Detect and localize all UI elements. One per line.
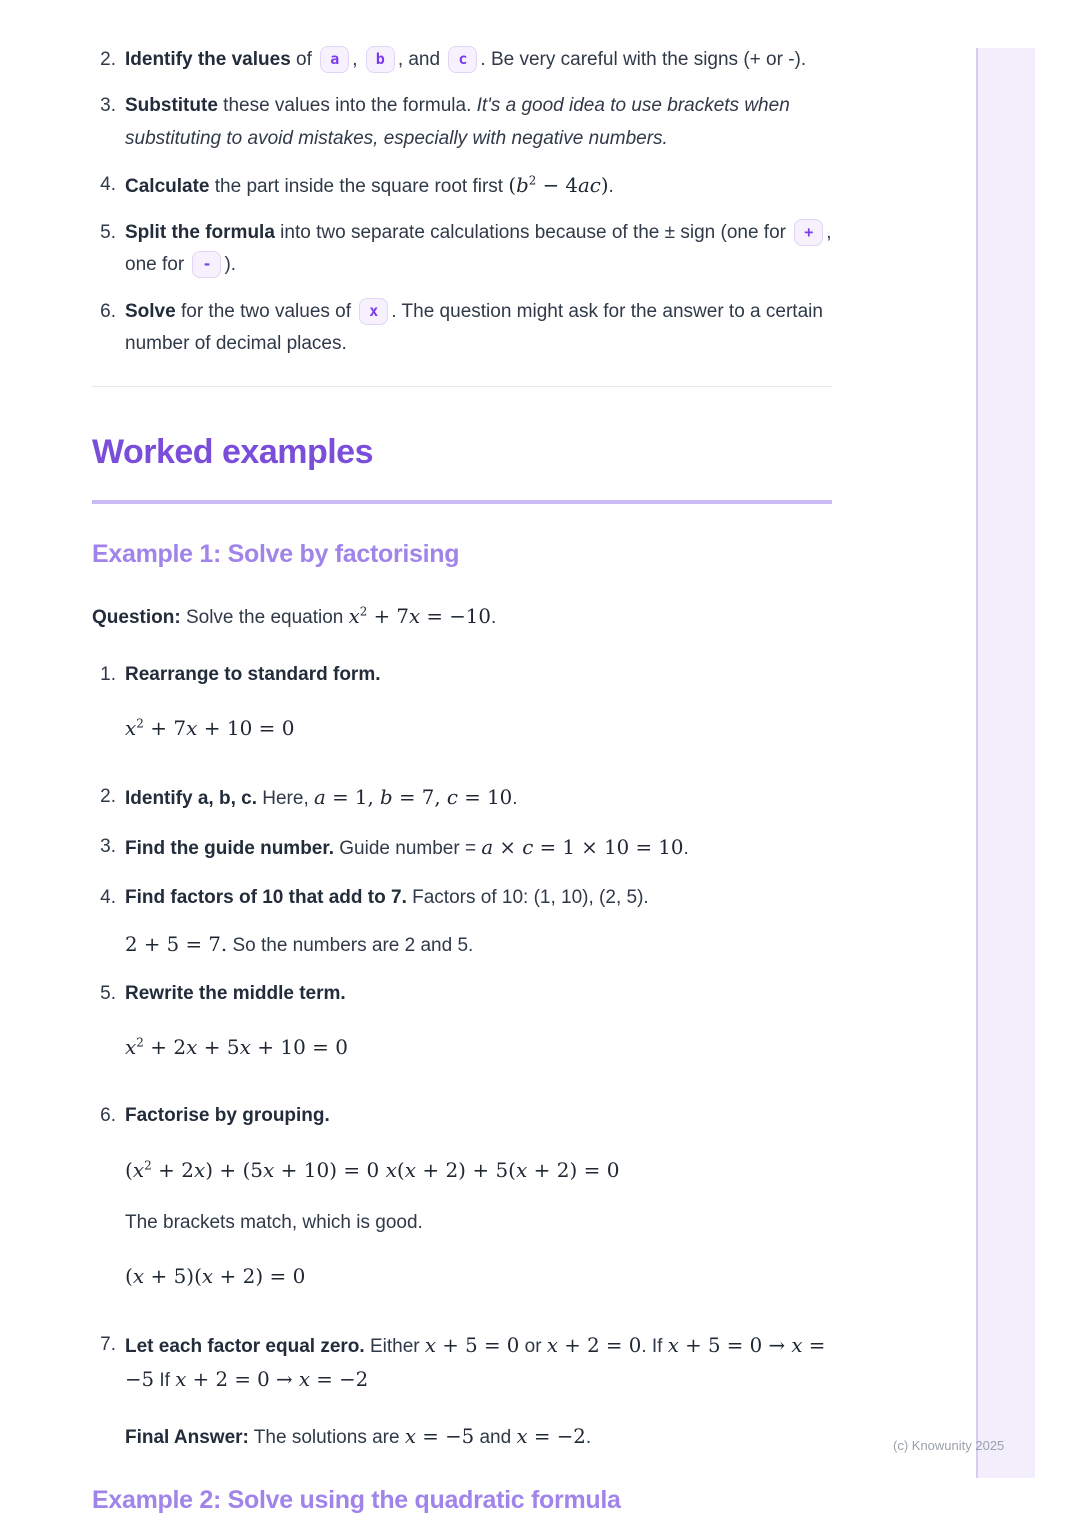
list-item-number: 5. bbox=[100, 222, 116, 244]
list-item bbox=[92, 90, 832, 155]
list-item-text bbox=[125, 44, 832, 76]
list-item-content bbox=[125, 44, 832, 76]
list-item bbox=[92, 781, 832, 815]
text: . Be very careful with the signs (+ or -). bbox=[480, 49, 807, 70]
text: for the two values of bbox=[175, 300, 357, 322]
math-inline: $(b^2 - 4ac)$ bbox=[508, 173, 609, 197]
list-item-number: 4. bbox=[100, 173, 116, 195]
list-item-content bbox=[125, 169, 832, 203]
list-item-text bbox=[125, 831, 832, 865]
list-item-text bbox=[125, 882, 832, 914]
list-item-text bbox=[125, 296, 832, 361]
bold-text: Rearrange to standard form. bbox=[125, 663, 381, 685]
text: . If bbox=[641, 1336, 668, 1358]
text: The brackets match, which is good. bbox=[125, 1211, 423, 1233]
list-item-text bbox=[125, 1329, 832, 1398]
bold-text: Rewrite the middle term. bbox=[125, 983, 346, 1005]
math-expression: $x^2 + 7x + 10 = 0$ bbox=[125, 715, 295, 740]
list-item-content bbox=[125, 217, 832, 282]
list-item-content bbox=[125, 1100, 832, 1313]
paragraph bbox=[125, 928, 832, 962]
list-item-content bbox=[125, 882, 832, 963]
list-item bbox=[92, 831, 832, 865]
code-badge: a bbox=[320, 46, 349, 73]
bold-text: Identify a, b, c. bbox=[125, 787, 257, 809]
text: , bbox=[352, 49, 363, 70]
document-content bbox=[92, 44, 832, 1516]
math-inline: x + 2 = 0 → x = −2 bbox=[175, 1368, 369, 1392]
list-item-content bbox=[125, 1329, 832, 1454]
list-item bbox=[92, 978, 832, 1084]
text: The solutions are bbox=[248, 1426, 405, 1448]
bold-text: Solve bbox=[125, 300, 176, 322]
text: Either bbox=[364, 1336, 425, 1358]
list-item-content bbox=[125, 831, 832, 865]
text: . The question might ask for the answer to a certain number of decimal places. bbox=[125, 300, 823, 355]
math-inline: x = −2 bbox=[516, 1424, 586, 1448]
list-item bbox=[92, 296, 832, 361]
paragraph bbox=[125, 1207, 832, 1239]
bold-text: Substitute bbox=[125, 95, 218, 117]
superscript: 2 bbox=[136, 716, 144, 731]
text: . bbox=[683, 838, 689, 860]
text: Here, bbox=[256, 787, 315, 809]
bold-text: Split the formula bbox=[125, 222, 275, 244]
list-item-content bbox=[125, 781, 832, 815]
page-edge-strip bbox=[976, 48, 1035, 1478]
superscript: 2 bbox=[528, 173, 537, 188]
list-item bbox=[92, 1329, 832, 1454]
bold-text: Find factors of 10 that add to 7. bbox=[125, 886, 407, 908]
list-item bbox=[92, 882, 832, 963]
list-item-content bbox=[125, 90, 832, 155]
text: If bbox=[154, 1370, 176, 1392]
list-item-text bbox=[125, 90, 832, 155]
list-item-number: 5. bbox=[100, 983, 116, 1005]
list-item-text bbox=[125, 169, 832, 203]
text: Solve the equation bbox=[180, 607, 349, 629]
code-badge: x bbox=[359, 298, 388, 325]
example1-steps-list bbox=[92, 659, 832, 1454]
text: these values into the formula. bbox=[217, 95, 477, 117]
math-inline: 2 + 5 = 7. bbox=[125, 932, 228, 956]
code-badge: - bbox=[192, 251, 221, 278]
bold-text: Find the guide number. bbox=[125, 838, 334, 860]
math-inline: x = −5 bbox=[404, 1424, 475, 1448]
math-inline: x + 5 = 0 → x = −5 bbox=[125, 1334, 826, 1392]
list-item-number: 6. bbox=[100, 300, 116, 322]
bold-text: Final Answer: bbox=[125, 1426, 249, 1448]
math-expression: $(x^2 + 2x) + (5x + 10) = 0$ x(x + 2) + 5(x + 2) = 0 bbox=[125, 1157, 620, 1182]
example2-heading: Example 2: Solve using the quadratic formula bbox=[92, 1485, 621, 1514]
bold-text: Let each factor equal zero. bbox=[125, 1336, 365, 1358]
code-badge: + bbox=[794, 219, 823, 246]
worked-examples-heading: Worked examples bbox=[92, 431, 832, 504]
text: . bbox=[585, 1426, 592, 1448]
list-item-number: 3. bbox=[100, 95, 116, 117]
quadratic-formula-steps-list bbox=[92, 44, 832, 360]
text: Guide number = bbox=[334, 838, 482, 860]
text: into two separate calculations because of the ± sign (one for bbox=[274, 222, 792, 244]
list-item-content bbox=[125, 296, 832, 361]
bold-text: Identify the values bbox=[125, 49, 291, 70]
list-item-number: 2. bbox=[100, 49, 116, 70]
list-item-text bbox=[125, 659, 832, 691]
text: . bbox=[512, 787, 518, 809]
math-inline: $x^2 + 7x = -10$ bbox=[348, 604, 491, 629]
list-item-text bbox=[125, 217, 832, 282]
math-inline: x + 2 = 0 bbox=[546, 1334, 642, 1358]
superscript: 2 bbox=[136, 1035, 144, 1050]
math-expression: (x + 5)(x + 2) = 0 bbox=[125, 1264, 306, 1289]
list-item-text bbox=[125, 781, 832, 815]
text: , and bbox=[397, 49, 446, 70]
code-badge: b bbox=[366, 46, 395, 73]
list-item bbox=[92, 169, 832, 203]
text: the part inside the square root first bbox=[209, 175, 509, 197]
text: . bbox=[490, 607, 497, 629]
list-item bbox=[92, 659, 832, 765]
math-inline: a × c = 1 × 10 = 10 bbox=[481, 836, 684, 860]
list-item-text bbox=[125, 1100, 832, 1132]
example1-heading: Example 1: Solve by factorising bbox=[92, 539, 460, 568]
list-item-number: 3. bbox=[100, 836, 116, 858]
list-item bbox=[92, 44, 832, 76]
text: , one for bbox=[125, 222, 832, 276]
text: So the numbers are 2 and 5. bbox=[227, 934, 474, 956]
bold-text: Factorise by grouping. bbox=[125, 1105, 330, 1127]
text: of bbox=[290, 49, 318, 70]
copyright-watermark: (c) Knowunity 2025 bbox=[893, 1438, 1005, 1453]
list-item-number: 6. bbox=[100, 1105, 116, 1127]
section-divider bbox=[92, 386, 832, 387]
superscript: 2 bbox=[359, 604, 368, 619]
italic-text: It's a good idea to use brackets when substituting to avoid mistakes, especially with negative numbers. bbox=[125, 95, 790, 149]
list-item-text bbox=[125, 978, 832, 1010]
superscript: 2 bbox=[144, 1158, 152, 1173]
list-item-number: 2. bbox=[100, 785, 116, 807]
text: or bbox=[519, 1336, 547, 1358]
bold-text: Question: bbox=[92, 607, 181, 629]
text: . bbox=[608, 175, 614, 197]
list-item-number: 4. bbox=[100, 886, 116, 908]
text: and bbox=[474, 1426, 517, 1448]
final-answer-paragraph bbox=[125, 1420, 832, 1454]
text: ). bbox=[224, 254, 237, 276]
list-item-number: 7. bbox=[100, 1334, 116, 1356]
list-item bbox=[92, 217, 832, 282]
list-item-content bbox=[125, 978, 832, 1084]
math-inline: x + 5 = 0 bbox=[424, 1334, 520, 1358]
math-expression: $x^2 + 2x + 5x + 10 = 0$ bbox=[125, 1035, 349, 1060]
text: Factors of 10: (1, 10), (2, 5). bbox=[406, 886, 649, 908]
math-inline: a = 1, b = 7, c = 10 bbox=[314, 785, 513, 809]
bold-text: Calculate bbox=[125, 175, 210, 197]
list-item-number: 1. bbox=[100, 663, 116, 685]
list-item-content bbox=[125, 659, 832, 765]
question-paragraph bbox=[92, 600, 832, 634]
list-item bbox=[92, 1100, 832, 1313]
code-badge: c bbox=[448, 46, 477, 73]
